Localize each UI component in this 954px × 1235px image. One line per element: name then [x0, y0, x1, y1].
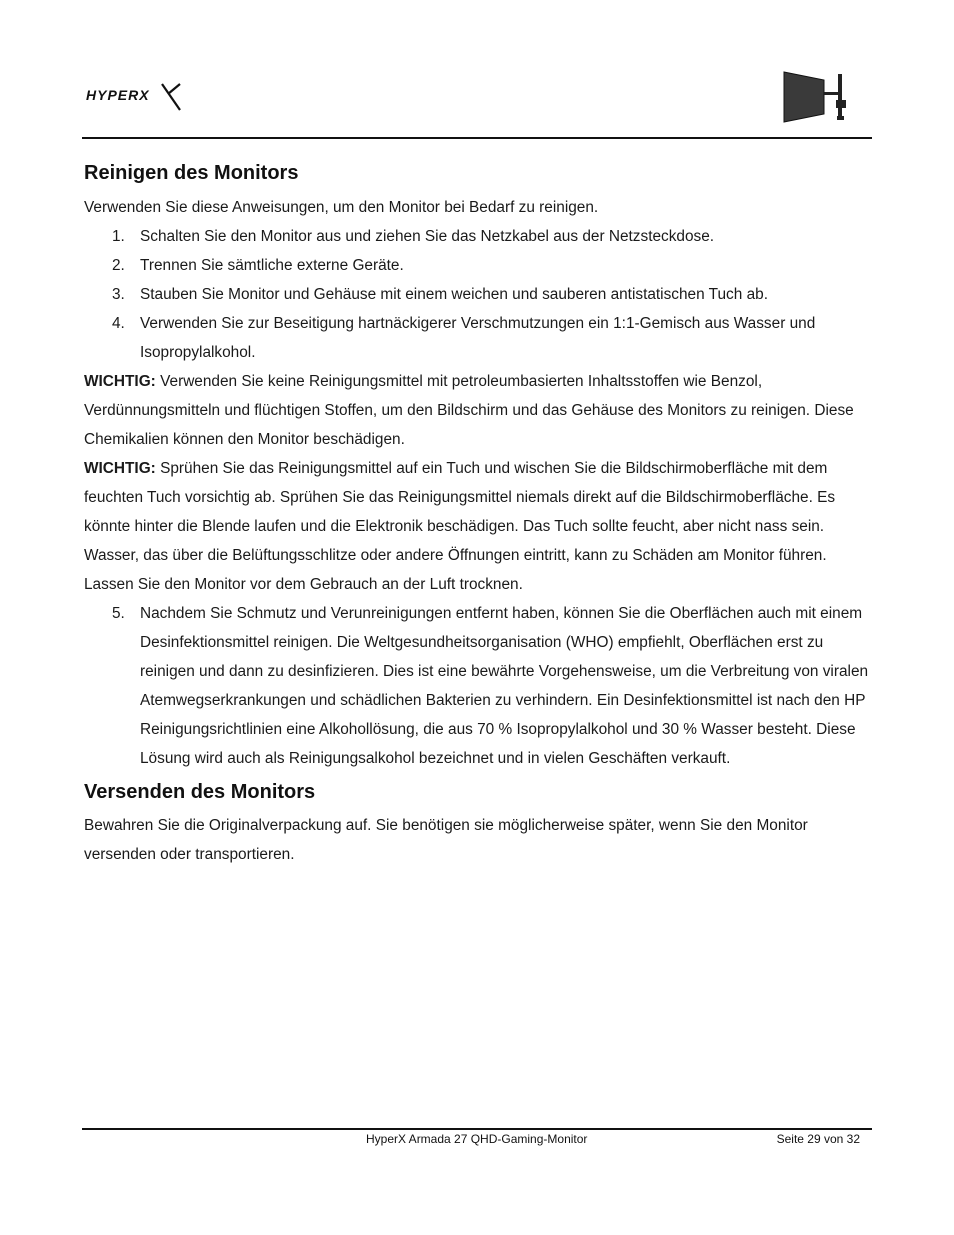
list-item: [84, 280, 874, 309]
cleaning-steps: [84, 222, 874, 367]
list-item: [84, 309, 874, 367]
step-text: Stauben Sie Monitor und Gehäuse mit einem weichen und sauberen antistatischen Tuch ab.: [140, 286, 768, 303]
list-item: [84, 251, 874, 280]
warning-label: WICHTIG:: [84, 460, 156, 477]
cleaning-steps-continued: [84, 599, 874, 773]
step-text: Verwenden Sie zur Beseitigung hartnäckigerer Verschmutzungen ein 1:1-Gemisch aus Wasser und Isopropylalkohol.: [140, 315, 816, 361]
hyperx-logo: [84, 80, 184, 112]
warning-note: [84, 454, 874, 599]
warning-label: WICHTIG:: [84, 373, 156, 390]
list-item: [84, 599, 874, 773]
step-number: 3.: [112, 286, 125, 303]
monitor-arm-icon: [780, 70, 852, 124]
section-title-shipping: Versenden des Monitors: [84, 781, 316, 803]
step-number: 2.: [112, 257, 125, 274]
shipping-text: Bewahren Sie die Originalverpackung auf. Sie benötigen sie möglicherweise später, wenn Sie den Monitor versenden oder transportieren.: [84, 817, 808, 863]
step-text: Nachdem Sie Schmutz und Verunreinigungen entfernt haben, können Sie die Oberflächen auch mit einem Desinfektionsmittel reinigen. Die Weltgesundheitsorganisation (WHO) empfiehlt, Oberflächen erst zu reinigen und dann zu desinfizieren. Dies ist eine bewährte Vorgehensweise, um die Verbreitung von viralen Atemwegserkrankungen und schädlichen Bakterien zu verhindern. Ein Desinfektionsmittel ist nach den HP Reinigungsrichtlinien eine Alkohollösung, die aus 70 % Isopropylalkohol und 30 % Wasser besteht. Diese Lösung wird auch als Reinigungsalkohol bezeichnet und in vielen Geschäften verkauft.: [140, 605, 869, 767]
footer-page-number: Seite 29 von 32: [776, 1132, 860, 1146]
logo-text: HYPERX: [86, 87, 150, 103]
section-title-cleaning: Reinigen des Monitors: [84, 162, 299, 184]
cleaning-intro: Verwenden Sie diese Anweisungen, um den Monitor bei Bedarf zu reinigen.: [84, 199, 599, 216]
step-number: 4.: [112, 315, 125, 332]
shipping-section: [84, 777, 874, 869]
warning-note: [84, 367, 874, 454]
header-divider: [82, 137, 872, 139]
page-header: [82, 60, 872, 140]
warning-text: Verwenden Sie keine Reinigungsmittel mit petroleumbasierten Inhaltsstoffen wie Benzol, Verdünnungsmitteln und flüchtigen Stoffen, um den Bildschirm und das Gehäuse des Monitors zu reinigen. Diese Chemikalien können den Monitor beschädigen.: [84, 373, 854, 448]
footer-divider: [82, 1128, 872, 1130]
step-number: 5.: [112, 605, 125, 622]
list-item: [84, 222, 874, 251]
step-number: 1.: [112, 228, 125, 245]
warning-text: Sprühen Sie das Reinigungsmittel auf ein Tuch und wischen Sie die Bildschirmoberfläche mit dem feuchten Tuch vorsichtig ab. Sprühen Sie das Reinigungsmittel niemals direkt auf die Bildschirmoberfläche. Es könnte hinter die Blende laufen und die Elektronik beschädigen. Das Tuch sollte feucht, aber nicht nass sein. Wasser, das über die Belüftungsschlitze oder andere Öffnungen eintritt, kann zu Schäden am Monitor führen. Lassen Sie den Monitor vor dem Gebrauch an der Luft trocknen.: [84, 460, 836, 593]
footer-document-title: HyperX Armada 27 QHD-Gaming-Monitor: [366, 1132, 588, 1146]
step-text: Trennen Sie sämtliche externe Geräte.: [140, 257, 404, 274]
step-text: Schalten Sie den Monitor aus und ziehen Sie das Netzkabel aus der Netzsteckdose.: [140, 228, 715, 245]
page-content: [84, 158, 874, 869]
